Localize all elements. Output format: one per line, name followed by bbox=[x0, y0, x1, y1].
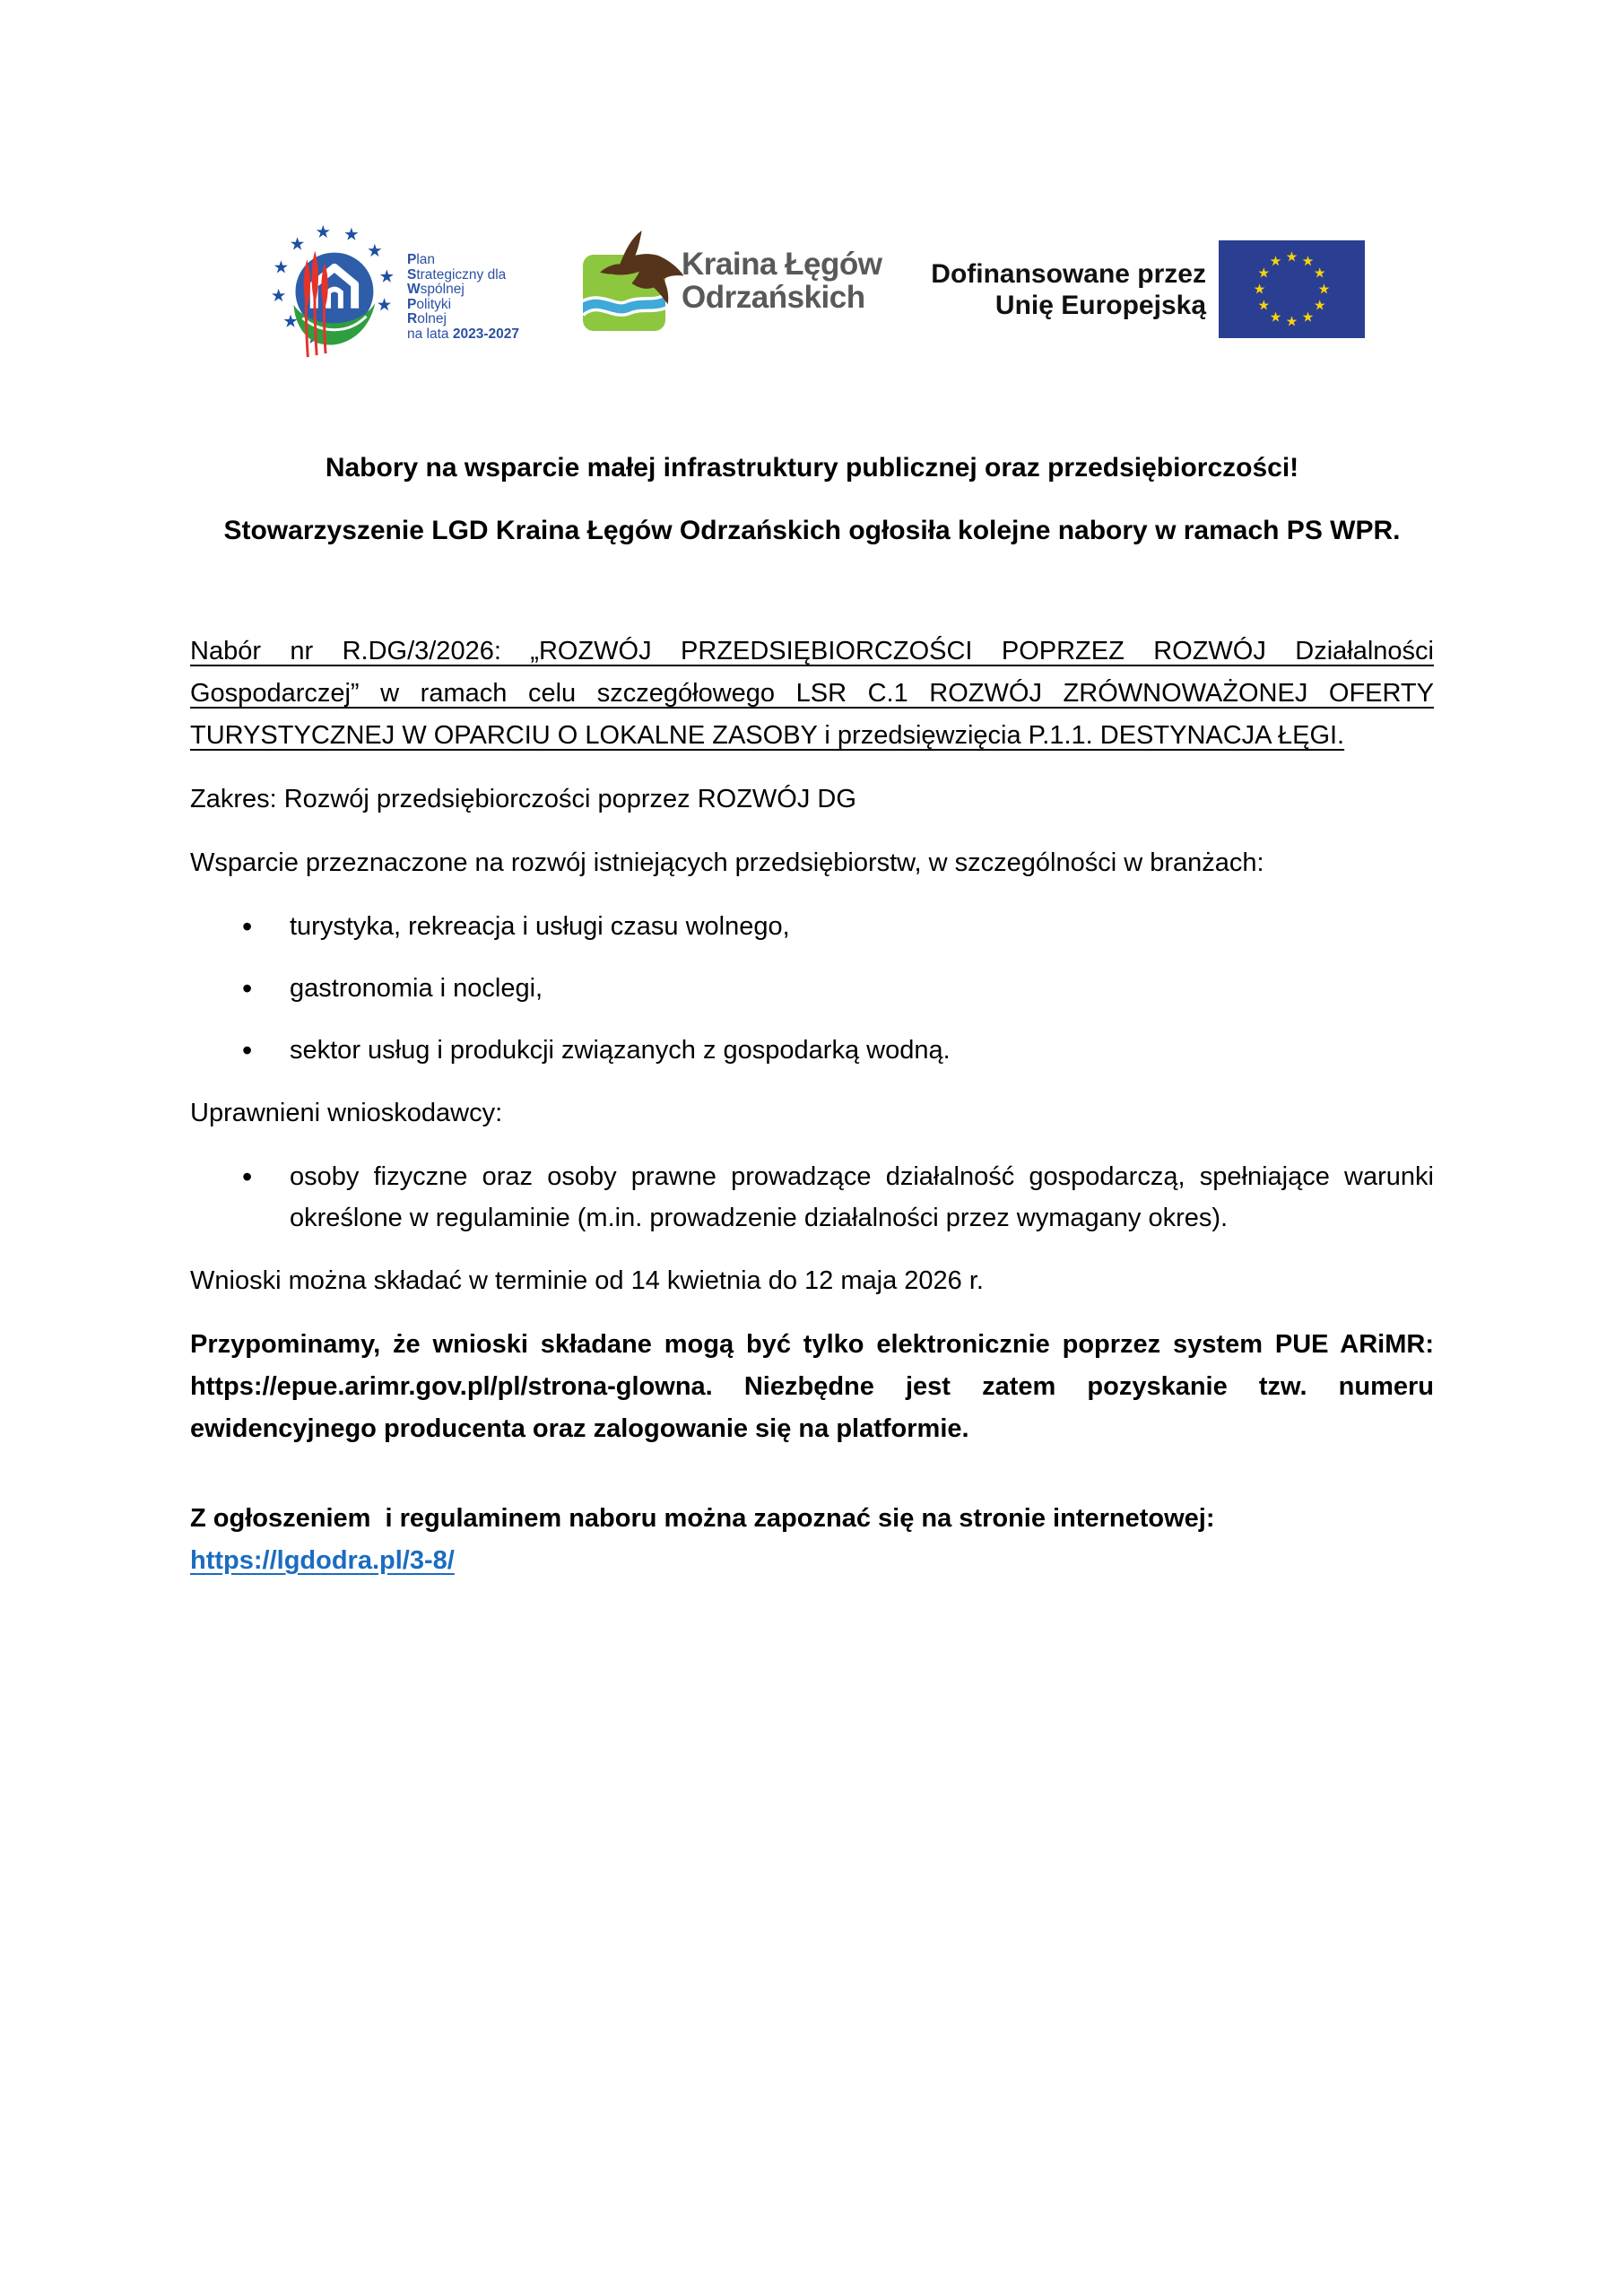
klo-bird-icon bbox=[588, 226, 689, 312]
para-wsparcie-intro: Wsparcie przeznaczone na rozwój istniejących przedsiębiorstw, w szczególności w branżach: bbox=[190, 848, 1264, 877]
page-subtitle: Stowarzyszenie LGD Kraina Łęgów Odrzańskich ogłosiła kolejne nabory w ramach PS WPR. bbox=[223, 516, 1401, 545]
logo-ps-wpr bbox=[262, 222, 531, 366]
logo-dates-prefix: na lata bbox=[407, 326, 453, 342]
para-uprawnieni-intro: Uprawnieni wnioskodawcy: bbox=[190, 1099, 503, 1127]
list-item: • gastronomia i noclegi, bbox=[190, 968, 1434, 1009]
ps-wpr-logo-text bbox=[407, 253, 519, 366]
logo-line-initial: S bbox=[407, 266, 417, 283]
uprawnieni-list bbox=[190, 1156, 1434, 1239]
logo-line bbox=[407, 283, 519, 298]
logo-kraina-legow bbox=[581, 226, 904, 370]
logo-line-initial: P bbox=[407, 252, 417, 267]
logo-dates-bold: 2023-2027 bbox=[452, 326, 519, 342]
logo-line-initial: P bbox=[407, 296, 417, 312]
list-item: • osoby fizyczne oraz osoby prawne prowadzące działalność gospodarczą, spełniające warunki określone w regulaminie (m.in. prowadzenie działalności przez wymagany okres). bbox=[190, 1156, 1434, 1239]
regulamin-link[interactable]: https://lgdodra.pl/3-8/ bbox=[190, 1546, 455, 1575]
logo-line bbox=[407, 253, 519, 268]
logo-line-rest: olnej bbox=[417, 311, 447, 326]
logo-line-rest: spólnej bbox=[420, 282, 465, 297]
logo-line bbox=[407, 312, 519, 327]
list-item: • sektor usług i produkcji związanych z gospodarką wodną. bbox=[190, 1030, 1434, 1071]
logo-line bbox=[407, 268, 519, 283]
branze-list bbox=[190, 906, 1434, 1071]
logo-line-initial: W bbox=[407, 282, 421, 297]
eu-funding-line-1: Dofinansowane przez bbox=[931, 259, 1206, 289]
para-ogloszenie: Z ogłoszeniem i regulaminem naboru można zapoznać się na stronie internetowej: bbox=[190, 1504, 1215, 1533]
logo-header bbox=[0, 0, 1624, 413]
list-item: • turystyka, rekreacja i usługi czasu wolnego, bbox=[190, 906, 1434, 947]
para-termin: Wnioski można składać w terminie od 14 kwietnia do 12 maja 2026 r. bbox=[190, 1266, 984, 1295]
klo-logo-text bbox=[682, 248, 881, 314]
para-nabor-announcement: Nabór nr R.DG/3/2026: „ROZWÓJ PRZEDSIĘBIORCZOŚCI POPRZEZ ROZWÓJ Działalności Gospodarczej” w ramach celu szczegółowego LSR C.1 ROZWÓJ ZRÓWNOWAŻONEJ OFERTY TURYSTYCZNEJ W OPARCIU O LOKALNE ZASOBY i przedsięwzięcia P.1.1. DESTYNACJA ŁĘGI. bbox=[190, 637, 1434, 750]
klo-line-1: Kraina Łęgów bbox=[682, 247, 882, 282]
eu-funding-text bbox=[931, 258, 1206, 321]
eu-funding-line-2: Unię Europejską bbox=[994, 291, 1206, 320]
para-zakres: Zakres: Rozwój przedsiębiorczości poprzez ROZWÓJ DG bbox=[190, 785, 856, 813]
ps-wpr-logo-icon bbox=[262, 222, 398, 364]
eu-flag-icon bbox=[1219, 240, 1365, 338]
page-title: Nabory na wsparcie małej infrastruktury publicznej oraz przedsiębiorczości! bbox=[325, 453, 1299, 483]
logo-line-initial: R bbox=[407, 311, 418, 326]
logo-line-rest: trategiczny dla bbox=[416, 266, 507, 283]
logo-line bbox=[407, 298, 519, 313]
logo-line-rest: lan bbox=[416, 252, 436, 267]
logo-line-rest: olityki bbox=[416, 296, 452, 312]
logo-eu-funding bbox=[915, 233, 1399, 341]
logo-line-dates bbox=[407, 327, 519, 343]
klo-line-2: Odrzańskich bbox=[682, 280, 865, 315]
para-przypominamy: Przypominamy, że wnioski składane mogą być tylko elektronicznie poprzez system PUE ARiMR: https://epue.arimr.gov.pl/pl/strona-glowna. Niezbędne jest zatem pozyskanie tzw. numeru ewidencyjnego producenta oraz zalogowanie się na platformie. bbox=[190, 1330, 1434, 1443]
document-body bbox=[190, 447, 1434, 1604]
